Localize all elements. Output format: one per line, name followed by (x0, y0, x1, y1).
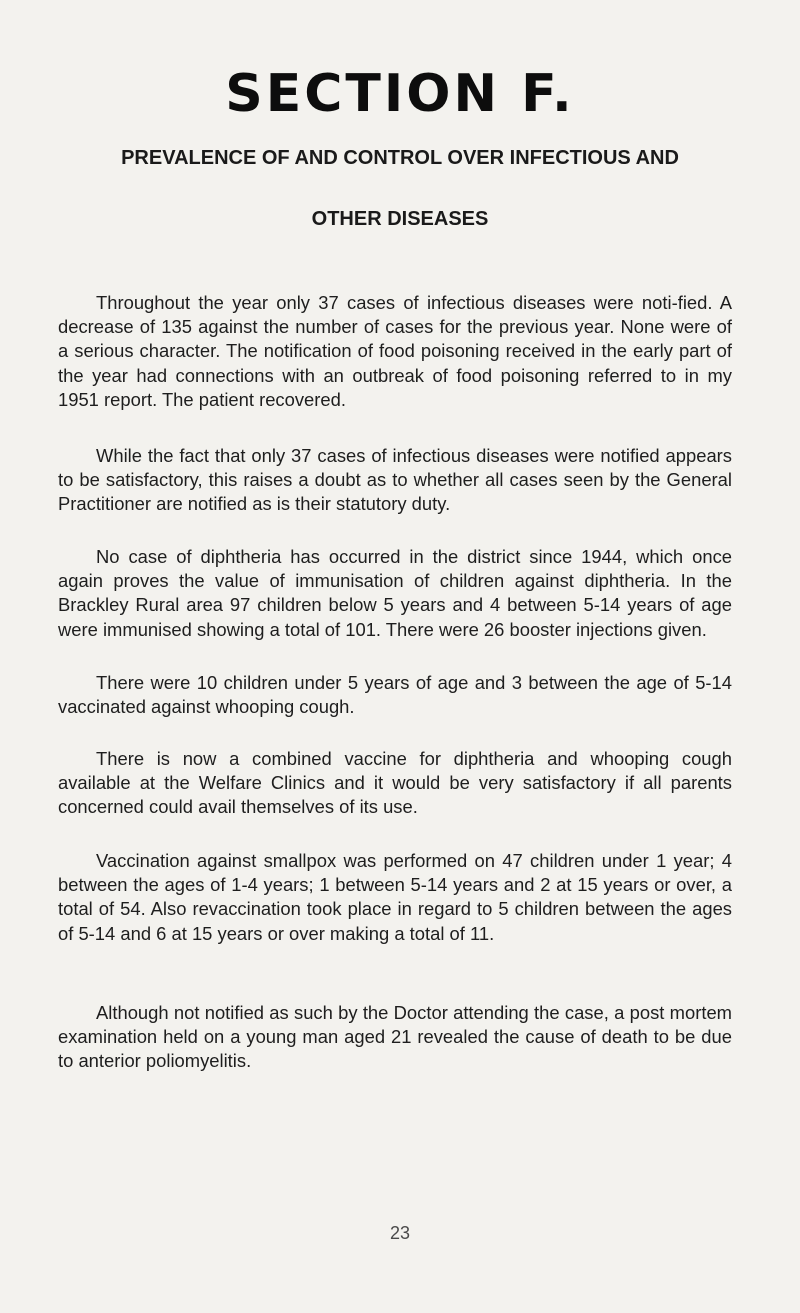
paragraph-poliomyelitis: Although not notified as such by the Doctor attending the case, a post mortem examination held on a young man aged 21 revealed the cause of death to be due to anterior poliomyelitis. (58, 1002, 732, 1072)
heading-line-1: PREVALENCE OF AND CONTROL OVER INFECTIOUS AND (121, 147, 679, 169)
paragraph-combined-vaccine: There is now a combined vaccine for diphtheria and whooping cough available at the Welfare Clinics and it would be very satisfactory if all parents concerned could avail themselves of its use. (58, 748, 732, 818)
page-number: 23 (389, 1223, 411, 1243)
paragraph-whooping-cough: There were 10 children under 5 years of age and 3 between the age of 5-14 vaccinated against whooping cough. (58, 672, 732, 718)
section-title: SECTION F. (225, 64, 575, 124)
paragraph-smallpox: Vaccination against smallpox was performed on 47 children under 1 year; 4 between the ages of 1-4 years; 1 between 5-14 years and 2 at 15 years or over, a total of 54. Also revaccination took place in regard to 5 children between the ages of 5-14 and 6 at 15 years or over making a total of 11. (58, 850, 732, 944)
heading-line-2: OTHER DISEASES (311, 208, 489, 230)
paragraph-diphtheria: No case of diphtheria has occurred in the district since 1944, which once again proves the value of immunisation of children against diphtheria. In the Brackley Rural area 97 children below 5 years and 4 between 5-14 years of age were immunised showing a total of 101. There were 26 booster injections given. (58, 546, 732, 640)
paragraph-satisfactory-doubt: While the fact that only 37 cases of infectious diseases were notified appears to be satisfactory, this raises a doubt as to whether all cases seen by the General Practitioner are notified as is their statutory duty. (58, 445, 732, 515)
paragraph-notifications: Throughout the year only 37 cases of infectious diseases were noti-fied. A decrease of 135 against the number of cases for the previous year. None were of a serious character. The notification of food poisoning received in the early part of the year had connections with an outbreak of food poisoning referred to in my 1951 report. The patient recovered. (58, 292, 732, 410)
